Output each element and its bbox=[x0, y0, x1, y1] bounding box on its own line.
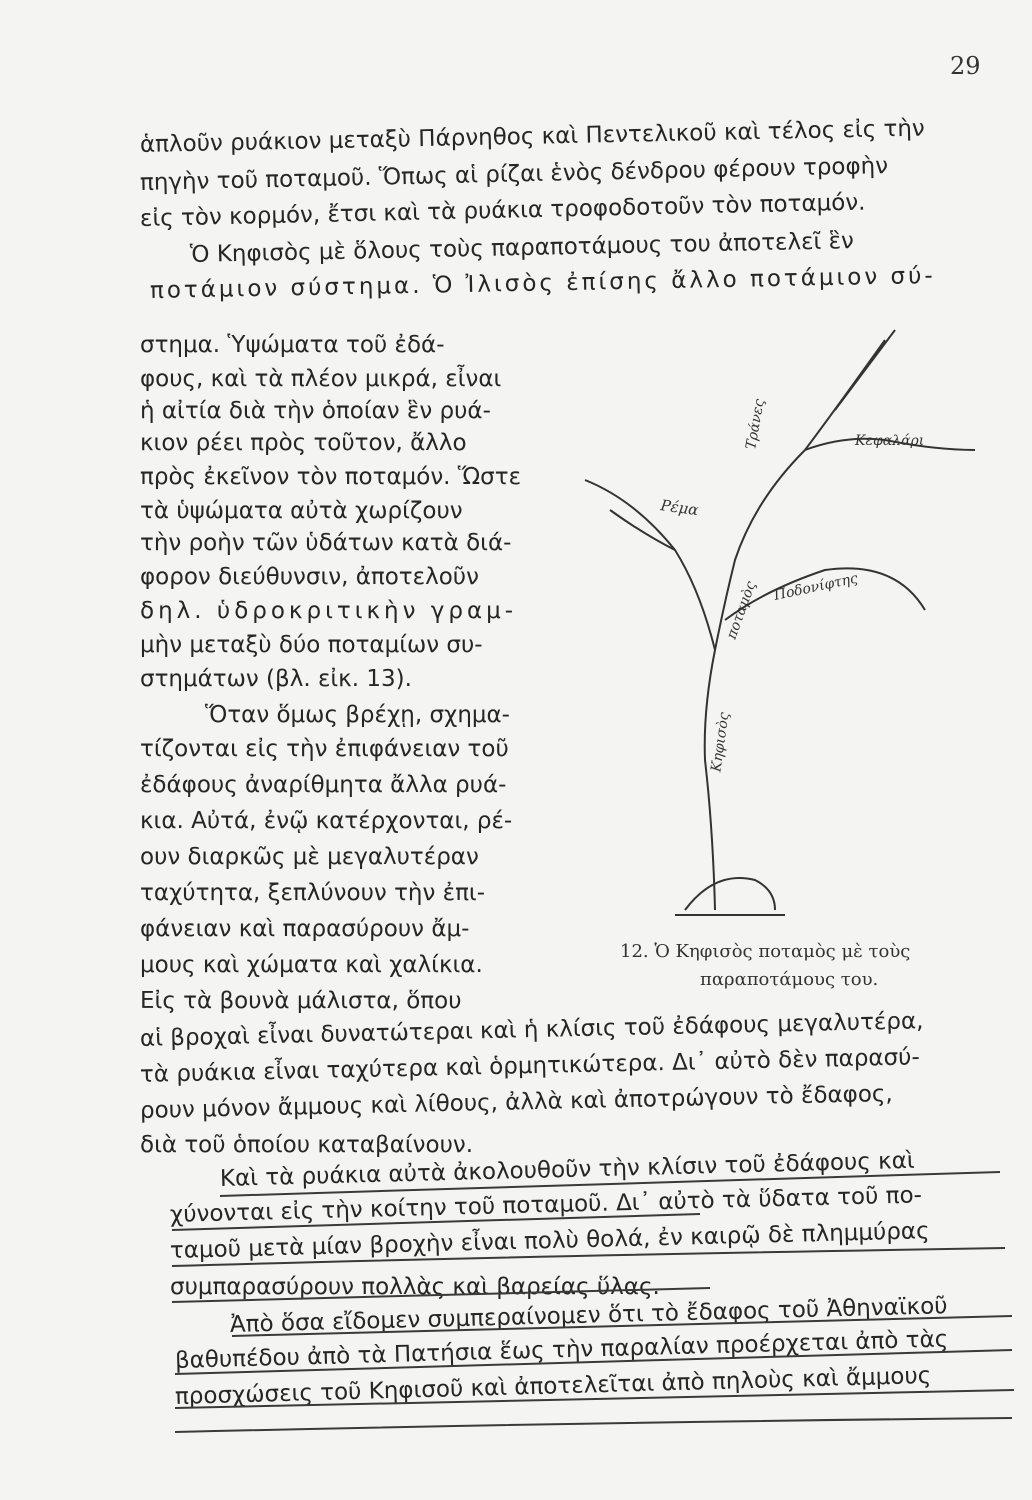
text-line: εἰς τὸν κορμόν, ἔτσι καὶ τὰ ρυάκια τροφοδοτοῦν τὸν ποταμόν. bbox=[139, 189, 866, 232]
text-line: προσχώσεις τοῦ Κηφισοῦ καὶ ἀποτελεῖται ἀπὸ πηλοὺς καὶ ἄμμους bbox=[174, 1362, 932, 1410]
text-line: φους, καὶ τὰ πλέον μικρά, εἶναι bbox=[140, 366, 502, 392]
text-line: φάνειαν καὶ παρασύρουν ἄμ- bbox=[140, 916, 470, 942]
text-line: ποτάμιον σύστημα. Ὁ Ἰλισὸς ἐπίσης ἄλλο ποτάμιον σύ- bbox=[149, 262, 936, 304]
text-line: τὴν ροὴν τῶν ὑδάτων κατὰ διά- bbox=[140, 530, 512, 556]
text-line: ἡ αἰτία διὰ τὴν ὁποίαν ἓν ρυά- bbox=[140, 398, 491, 424]
label-kefalari: Κεφαλάρι bbox=[855, 433, 925, 449]
text-line: πηγὴν τοῦ ποταμοῦ. Ὅπως αἱ ρίζαι ἑνὸς δένδρου φέρουν τροφὴν bbox=[139, 153, 889, 196]
river-drawing bbox=[565, 310, 985, 930]
text-line: βαθυπέδου ἀπὸ τὰ Πατήσια ἕως τὴν παραλίαν προέρχεται ἀπὸ τὰς bbox=[174, 1326, 949, 1374]
caption-line-2: παραποτάμους του. bbox=[700, 969, 879, 990]
label-tranes: Τράνες bbox=[743, 397, 768, 451]
label-rema: Ρέμα bbox=[659, 496, 700, 520]
text-line: ἐδάφους ἀναρίθμητα ἄλλα ρυά- bbox=[140, 772, 507, 798]
text-line: μὴν μεταξὺ δύο ποταμίων συ- bbox=[140, 632, 483, 658]
text-line: φορον διεύθυνσιν, ἀποτελοῦν bbox=[140, 564, 479, 590]
text-line: συμπαρασύρουν πολλὰς καὶ βαρείας ὕλας. bbox=[170, 1274, 660, 1300]
text-line: ταχύτητα, ξεπλύνουν τὴν ἐπι- bbox=[140, 880, 486, 906]
text-line: στημα. Ὑψώματα τοῦ ἐδά- bbox=[140, 332, 445, 358]
text-line: Εἰς τὰ βουνὰ μάλιστα, ὅπου bbox=[140, 988, 462, 1014]
text-line: Ἀπὸ ὅσα εἴδομεν συμπεραίνομεν ὅτι τὸ ἔδαφος τοῦ Ἀθηναϊκοῦ bbox=[229, 1293, 948, 1338]
text-line: μους καὶ χώματα καὶ χαλίκια. bbox=[140, 952, 483, 978]
text-line: διὰ τοῦ ὁποίου καταβαίνουν. bbox=[140, 1132, 474, 1158]
river-mouth bbox=[685, 878, 775, 910]
text-line: αἱ βροχαὶ εἶναι δυνατώτεραι καὶ ἡ κλίσις τοῦ ἐδάφους μεγαλυτέρα, bbox=[139, 1008, 924, 1052]
text-line: ρουν μόνον ἄμμους καὶ λίθους, ἀλλὰ καὶ ἀποτρώγουν τὸ ἔδαφος, bbox=[139, 1080, 893, 1124]
text-line: Καὶ τὰ ρυάκια αὐτὰ ἀκολουθοῦν τὴν κλίσιν τοῦ ἐδάφους καὶ bbox=[219, 1147, 915, 1192]
text-line: στημάτων (βλ. εἰκ. 13). bbox=[140, 666, 412, 692]
text-line: πρὸς ἐκεῖνον τὸν ποταμόν. Ὥστε bbox=[140, 464, 522, 490]
text-line: χύνονται εἰς τὴν κοίτην τοῦ ποταμοῦ. Δι᾿ αὐτὸ τὰ ὕδατα τοῦ πο- bbox=[169, 1182, 923, 1228]
caption-line-1: 12. Ὁ Κηφισὸς ποταμὸς μὲ τοὺς bbox=[620, 941, 911, 962]
text-line: ταμοῦ μετὰ μίαν βροχὴν εἶναι πολὺ θολά, ἐν καιρῷ δὲ πλημμύρας bbox=[169, 1218, 930, 1264]
text-line: τὰ ρυάκια εἶναι ταχύτερα καὶ ὁρμητικώτερα. Δι᾿ αὐτὸ δὲν παρασύ- bbox=[139, 1044, 921, 1088]
text-line: τίζονται εἰς τὴν ἐπιφάνειαν τοῦ bbox=[140, 736, 509, 762]
text-line: ἁπλοῦν ρυάκιον μεταξὺ Πάρνηθος καὶ Πεντελικοῦ καὶ τέλος εἰς τὴν bbox=[139, 115, 926, 158]
label-kifisos: Κηφισὸς bbox=[708, 711, 733, 773]
text-line: ουν διαρκῶς μὲ μεγαλυτέραν bbox=[140, 844, 479, 870]
label-podoniftis: Ποδονίφτης bbox=[772, 570, 860, 604]
text-line: τὰ ὑψώματα αὐτὰ χωρίζουν bbox=[140, 498, 463, 524]
figure-caption bbox=[620, 938, 1000, 994]
page-number: 29 bbox=[950, 52, 981, 80]
text-line: Ὅταν ὅμως βρέχῃ, σχημα- bbox=[205, 702, 510, 728]
river-diagram bbox=[565, 310, 985, 930]
text-line: κια. Αὐτά, ἐνῷ κατέρχονται, ρέ- bbox=[140, 808, 513, 834]
label-potamos: ποταμὸς bbox=[723, 579, 760, 642]
text-line: κιον ρέει πρὸς τοῦτον, ἄλλο bbox=[140, 430, 467, 456]
text-line: δηλ. ὑδροκριτικὴν γραμ- bbox=[140, 598, 518, 624]
text-line: Ὁ Κηφισὸς μὲ ὅλους τοὺς παραποτάμους του ἀποτελεῖ ἓν bbox=[189, 228, 855, 268]
